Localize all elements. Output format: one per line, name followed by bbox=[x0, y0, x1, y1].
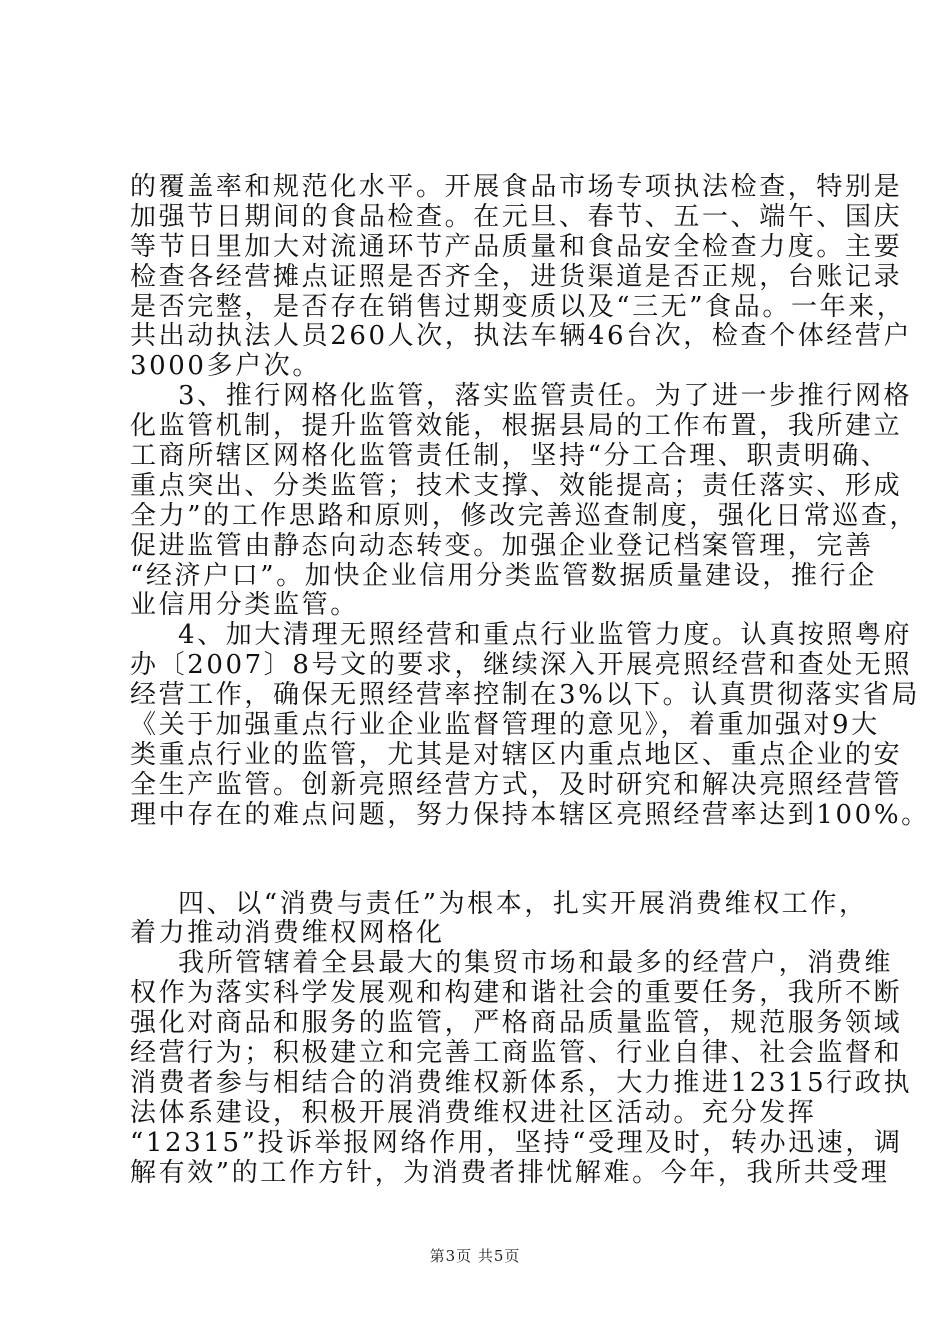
text-line: 类重点行业的监管，尤其是对辖区内重点地区、重点企业的安 bbox=[130, 739, 903, 770]
text-line: 业信用分类监管。 bbox=[130, 590, 359, 621]
text-line: 法体系建设，积极开展消费维权进社区活动。充分发挥 bbox=[130, 1097, 817, 1128]
text-line: 消费者参与相结合的消费维权新体系，大力推进12315行政执 bbox=[130, 1067, 913, 1098]
text-line: 我所管辖着全县最大的集贸市场和最多的经营户，消费维 bbox=[178, 948, 894, 979]
text-line: 的覆盖率和规范化水平。开展食品市场专项执法检查，特别是 bbox=[130, 172, 903, 202]
document-body bbox=[130, 172, 930, 1189]
section-heading: 着力推动消费维权网格化 bbox=[130, 918, 445, 949]
text-line: 理中存在的难点问题，努力保持本辖区亮照经营率达到100%。 bbox=[130, 799, 930, 830]
text-line: 重点突出、分类监管；技术支撑、效能提高；责任落实、形成 bbox=[130, 470, 903, 501]
text-line: 化监管机制，提升监管效能，根据县局的工作布置，我所建立 bbox=[130, 411, 903, 442]
text-line: 经营行为；积极建立和完善工商监管、行业自律、社会监督和 bbox=[130, 1038, 903, 1069]
text-line: 是否完整，是否存在销售过期变质以及“三无”食品。一年来， bbox=[130, 291, 906, 322]
text-line: 加强节日期间的食品检查。在元旦、春节、五一、端午、国庆 bbox=[130, 201, 903, 232]
paragraph-gap bbox=[130, 831, 842, 890]
text-line: 全生产监管。创新亮照经营方式，及时研究和解决亮照经营管 bbox=[130, 769, 903, 800]
text-line: 权作为落实科学发展观和构建和谐社会的重要任务，我所不断 bbox=[130, 978, 903, 1009]
text-line: 3、推行网格化监管，落实监管责任。为了进一步推行网格 bbox=[178, 381, 913, 412]
text-line: 经营工作，确保无照经营率控制在3%以下。认真贯彻落实省局 bbox=[130, 680, 921, 711]
text-line: 共出动执法人员260人次，执法车辆46台次，检查个体经营户 bbox=[130, 321, 913, 352]
text-line: 3000多户次。 bbox=[130, 351, 321, 382]
text-line: 工商所辖区网格化监管责任制，坚持“分工合理、职责明确、 bbox=[130, 441, 890, 472]
section-heading: 四、以“消费与责任”为根本，扎实开展消费维权工作， bbox=[178, 888, 868, 919]
text-line: 强化对商品和服务的监管，严格商品质量监管，规范服务领域 bbox=[130, 1008, 903, 1039]
text-line: 4、加大清理无照经营和重点行业监管力度。认真按照粤府 bbox=[178, 620, 913, 651]
text-line: 全力”的工作思路和原则，修改完善巡查制度，强化日常巡查， bbox=[130, 500, 919, 531]
text-line: 《关于加强重点行业企业监督管理的意见》，着重加强对9大 bbox=[130, 710, 880, 741]
text-line: 检查各经营摊点证照是否齐全，进货渠道是否正规，台账记录 bbox=[130, 261, 903, 292]
text-line: “经济户口”。加快企业信用分类监管数据质量建设，推行企 bbox=[130, 560, 877, 591]
text-line: 等节日里加大对流通环节产品质量和食品安全检查力度。主要 bbox=[130, 231, 903, 262]
page-footer: 第3页 共5页 bbox=[429, 1247, 521, 1265]
text-line: 解有效”的工作方针，为消费者排忧解难。今年，我所共受理 bbox=[130, 1157, 890, 1188]
text-line: 促进监管由静态向动态转变。加强企业登记档案管理，完善 bbox=[130, 530, 874, 561]
text-line: 办〔2007〕8号文的要求，继续深入开展亮照经营和查处无照 bbox=[130, 650, 913, 681]
text-line: “12315”投诉举报网络作用，坚持“受理及时，转办迅速，调 bbox=[130, 1127, 903, 1158]
